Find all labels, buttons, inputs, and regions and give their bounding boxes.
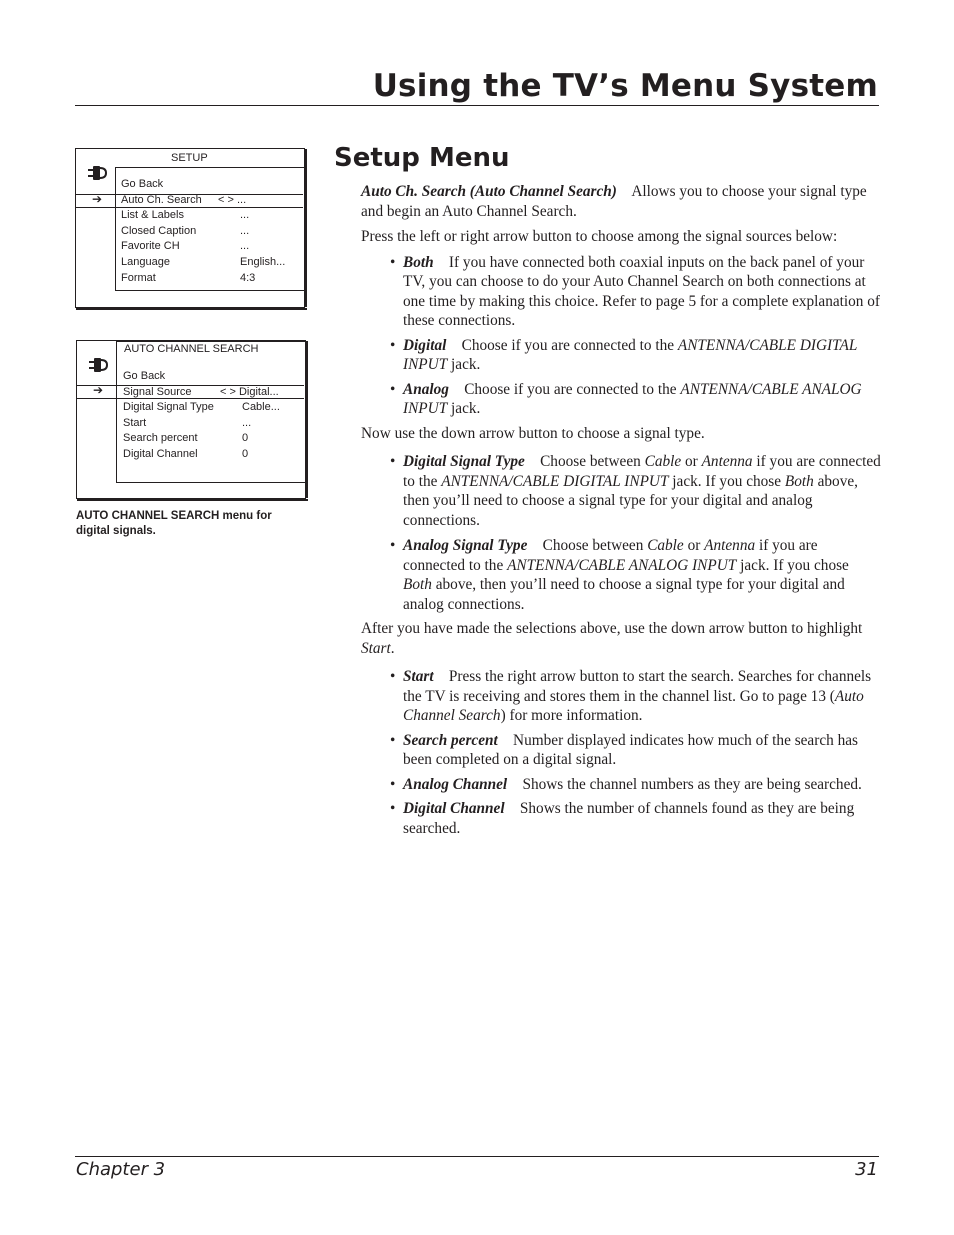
term: Start: [403, 668, 434, 685]
text: Both: [784, 472, 814, 490]
footer-chapter: Chapter 3: [76, 1159, 166, 1180]
term: Digital: [403, 336, 447, 354]
text: Number displayed indicates how much of the search has been completed on a digital signal.: [403, 731, 858, 768]
menu-row-value: ...: [240, 240, 250, 253]
text: Choose if you are connected to the: [461, 336, 675, 354]
body-text: [361, 182, 881, 843]
text: If you have connected both coaxial inputs on the back panel of your TV, you can choose to do your Auto Channel Search on both connections at one time by making this choice. Refer to page 5 for a complete explanation of these connections.: [403, 253, 881, 329]
menu-shadow: [76, 308, 307, 310]
text: Allows you to choose your signal type and begin an Auto Channel Search.: [361, 183, 867, 220]
menu-title: SETUP: [171, 152, 208, 164]
text: if you are connected to the: [403, 537, 818, 574]
menu-row-value: Cable...: [242, 401, 280, 414]
text: Cable: [644, 453, 682, 470]
menu-row-label: Auto Ch. Search: [121, 193, 202, 206]
menu-row-value: 0: [242, 448, 249, 460]
menu-row-label: Go Back: [121, 178, 164, 190]
text: Shows the channel numbers as they are being searched.: [522, 775, 862, 793]
section-title: Setup Menu: [334, 143, 510, 173]
list-item: • Digital Channel Shows the number of channels found as they are being searched.: [390, 800, 855, 837]
text: Choose if you are connected to the: [464, 380, 677, 398]
menu-row-value: < > Digital...: [220, 385, 279, 398]
footer-rule: [75, 1156, 879, 1157]
selection-arrow-icon: ➔: [93, 383, 104, 397]
menu-row-label: Go Back: [123, 370, 166, 382]
menu-row-label: Favorite CH: [121, 240, 180, 253]
term: Analog Channel: [403, 775, 508, 793]
text: Both: [403, 576, 432, 593]
plug-icon: [88, 356, 110, 374]
menu-row-value: ...: [240, 224, 250, 237]
text: Choose between: [540, 453, 641, 470]
paragraph: [361, 424, 881, 444]
text: jack.: [451, 356, 481, 373]
figure-caption: AUTO CHANNEL SEARCH menu for digital signals.: [76, 510, 272, 537]
text: Cable: [647, 537, 684, 554]
text: Start: [361, 639, 391, 657]
signal-source-list: [361, 253, 881, 419]
text: above, then you’ll need to choose a signal type for your digital and analog connections.: [403, 472, 858, 529]
search-fields-list: [361, 667, 881, 838]
list-item: • Digital Choose if you are connected to the ANTENNA/CABLE DIGITAL INPUT jack.: [390, 336, 858, 373]
term: Search percent: [403, 731, 498, 749]
page-header-title: Using the TV’s Menu System: [372, 68, 878, 104]
text: ) for more information.: [500, 707, 643, 724]
list-item: • Analog Choose if you are connected to the ANTENNA/CABLE ANALOG INPUT jack.: [390, 380, 862, 417]
acs-menu-graphic: [76, 340, 306, 499]
text: jack.: [451, 400, 481, 417]
text: Shows the number of channels found as they are being searched.: [403, 800, 855, 837]
term: Auto Ch. Search (Auto Channel Search): [361, 183, 617, 200]
menu-row-label: Format: [121, 271, 156, 284]
plug-icon: [87, 164, 109, 182]
menu-row-label: Search percent: [123, 432, 198, 445]
paragraph: [361, 182, 881, 221]
text: Now use the down arrow button to choose a signal type.: [361, 424, 705, 442]
menu-title: AUTO CHANNEL SEARCH: [124, 343, 259, 355]
menu-shadow: [77, 499, 308, 501]
term: Analog: [403, 380, 449, 398]
text: Antenna: [701, 453, 753, 470]
selection-arrow-icon: ➔: [92, 192, 103, 206]
text: Press the left or right arrow button to choose among the signal sources below:: [361, 228, 838, 245]
text: Auto Channel Search: [403, 687, 864, 724]
term: Digital Channel: [403, 800, 505, 817]
paragraph: After you have made the selections above, use the down arrow button to highlight Start.: [361, 620, 863, 657]
menu-row-label: Signal Source: [123, 385, 192, 398]
text: jack. If you chose: [740, 556, 849, 574]
list-item: • Search percent Number displayed indicates how much of the search has been completed on a digital signal.: [390, 731, 858, 768]
menu-row-value: 0: [242, 432, 249, 445]
list-item: • Both If you have connected both coaxial inputs on the back panel of your TV, you can choose to do your Auto Channel Search on both connections at one time by making this choice. Refer to page 5 for a complete explanation of these connections.: [390, 253, 881, 329]
jack-name: ANTENNA/CABLE DIGITAL INPUT: [403, 336, 858, 373]
term: Digital Signal Type: [403, 453, 525, 470]
jack-name: ANTENNA/CABLE ANALOG INPUT: [403, 380, 862, 417]
text: above, then you’ll need to choose a signal type for your digital and analog connections.: [403, 576, 845, 613]
list-item: • Digital Signal Type Choose between Cable or Antenna if you are connected to the ANTENNA/CABLE DIGITAL INPUT jack. If you chose Both above, then you’ll need to choose a signal type for your digital and analog connections.: [390, 453, 881, 529]
list-item: • Analog Signal Type Choose between Cable or Antenna if you are connected to the ANTENNA/CABLE ANALOG INPUT jack. If you chose Both above, then you’ll need to choose a signal type for your digital and analog connections.: [390, 537, 849, 613]
signal-type-list: [361, 452, 881, 614]
menu-row-label: Digital Signal Type: [123, 401, 214, 414]
header-rule: [75, 105, 879, 106]
page-number: 31: [855, 1159, 878, 1180]
setup-menu-graphic: [75, 148, 305, 308]
term: Analog Signal Type: [403, 537, 528, 554]
menu-row-value: ...: [242, 416, 252, 429]
text: jack. If you chose: [672, 472, 782, 490]
menu-row-value: < > ...: [218, 193, 247, 206]
menu-row-value: English...: [240, 256, 286, 268]
jack-name: ANTENNA/CABLE DIGITAL INPUT: [441, 472, 669, 490]
paragraph: [361, 227, 881, 247]
menu-row-label: Language: [121, 256, 170, 268]
text: Press the right arrow button to start the search. Searches for channels the TV is receiving and stores them in the channel list. Go to page 13 (: [403, 668, 872, 705]
text: After you have made the selections above, use the down arrow button to highlight: [361, 620, 863, 637]
list-item: • Analog Channel Shows the channel numbers as they are being searched.: [390, 775, 862, 793]
jack-name: ANTENNA/CABLE ANALOG INPUT: [507, 556, 737, 574]
menu-shadow: [306, 341, 308, 498]
text: if you are connected to the: [403, 453, 881, 490]
menu-shadow: [305, 149, 307, 307]
text: Antenna: [704, 537, 756, 554]
text: or: [685, 453, 698, 470]
menu-row-value: 4:3: [240, 271, 256, 284]
menu-row-label: Digital Channel: [123, 448, 198, 460]
text: or: [687, 537, 701, 554]
menu-row-value: ...: [240, 209, 250, 222]
menu-row-label: List & Labels: [121, 209, 184, 222]
term: Both: [403, 253, 434, 271]
menu-row-label: Closed Caption: [121, 224, 197, 237]
menu-row-label: Start: [123, 416, 147, 429]
text: Choose between: [542, 537, 644, 554]
list-item: • Start Press the right arrow button to start the search. Searches for channels the TV is receiving and stores them in the channel list. Go to page 13 (Auto Channel Search) for more information.: [390, 668, 872, 724]
